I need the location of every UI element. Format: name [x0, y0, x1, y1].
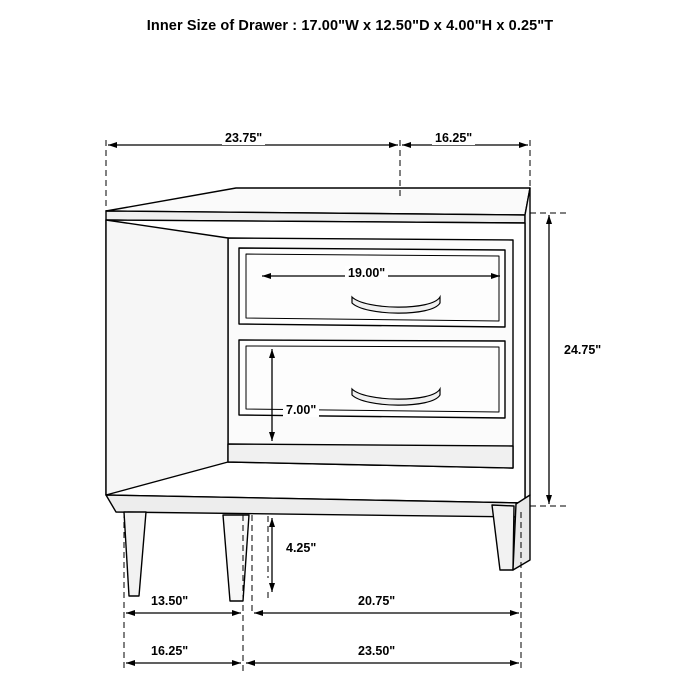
page-title: Inner Size of Drawer : 17.00"W x 12.50"D x 4.00"H x 0.25"T	[146, 18, 554, 34]
dimension-label-drawer-width: 19.00"	[345, 266, 388, 280]
dimension-label-leg-height: 4.25"	[283, 541, 319, 555]
nightstand-illustration	[106, 188, 530, 601]
dimension-label-base-left: 13.50"	[148, 594, 191, 608]
dimension-label-overall-height: 24.75"	[561, 343, 604, 357]
dimension-label-base-right: 20.75"	[355, 594, 398, 608]
dimension-label-top-right: 16.25"	[432, 131, 475, 145]
dimension-label-bottom-right: 23.50"	[355, 644, 398, 658]
dimension-label-bottom-left: 16.25"	[148, 644, 191, 658]
dimension-label-drawer-height: 7.00"	[283, 403, 319, 417]
dimension-label-top-left: 23.75"	[222, 131, 265, 145]
